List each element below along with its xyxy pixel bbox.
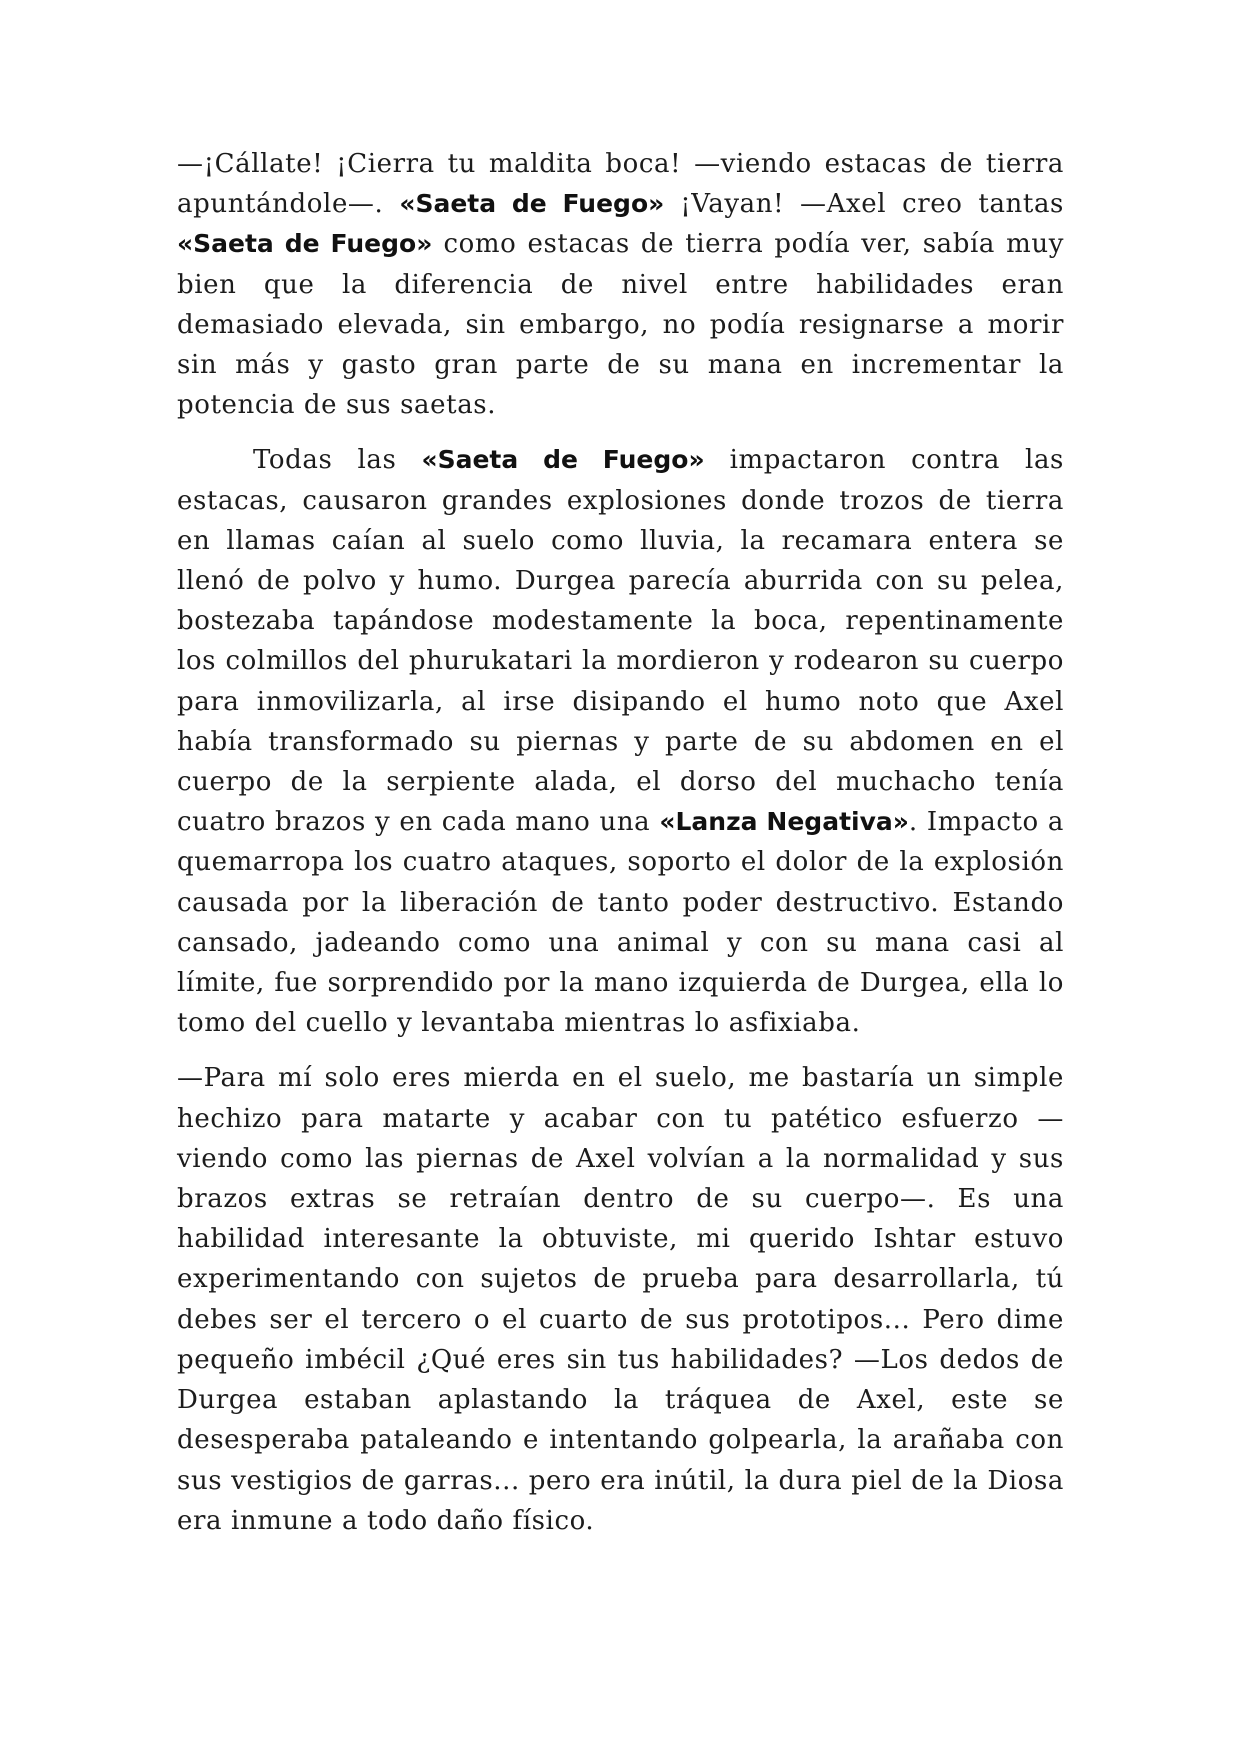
paragraph-2: [177, 440, 1064, 1043]
text-run: —Para mí solo eres mierda en el suelo, me bastaría un simple hechizo para matarte y acabar con tu patético esfuerzo —viendo como las piernas de Axel volvían a la normalidad y sus brazos extras se retraían dentro de su cuerpo—. Es una habilidad interesante la obtuviste, mi querido Ishtar estuvo experimentando con sujetos de prueba para desarrollarla, tú debes ser el tercero o el cuarto de sus prototipos... Pero dime pequeño imbécil ¿Qué eres sin tus habilidades? —Los dedos de Durgea estaban aplastando la tráquea de Axel, este se desesperaba pataleando e intentando golpearla, la arañaba con sus vestigios de garras... pero era inútil, la dura piel de la Diosa era inmune a todo daño físico.: [177, 1063, 1064, 1536]
skill-name-saeta-de-fuego: «Saeta de Fuego»: [421, 445, 705, 475]
paragraph-3: [177, 1058, 1064, 1540]
skill-name-lanza-negativa: «Lanza Negativa»: [659, 807, 909, 837]
skill-name-saeta-de-fuego: «Saeta de Fuego»: [177, 229, 433, 259]
text-run: Todas las: [253, 445, 422, 476]
skill-name-saeta-de-fuego: «Saeta de Fuego»: [399, 189, 665, 219]
document-page: [177, 144, 1064, 1541]
text-run: ¡Vayan! —Axel creo tantas: [664, 189, 1064, 220]
text-run: —¡Cállate! ¡Cierra tu maldita boca! —viendo estacas de tierra apuntándole—.: [177, 149, 1064, 220]
paragraph-1: [177, 144, 1064, 425]
text-run: impactaron contra las estacas, causaron grandes explosiones donde trozos de tierra en llamas caían al suelo como lluvia, la recamara entera se llenó de polvo y humo. Durgea parecía aburrida con su pelea, bostezaba tapándose modestamente la boca, repentinamente los colmillos del phurukatari la mordieron y rodearon su cuerpo para inmovilizarla, al irse disipando el humo noto que Axel había transformado su piernas y parte de su abdomen en el cuerpo de la serpiente alada, el dorso del muchacho tenía cuatro brazos y en cada mano una: [177, 445, 1065, 838]
text-run: . Impacto a quemarropa los cuatro ataques, soporto el dolor de la explosión causada por la liberación de tanto poder destructivo. Estando cansado, jadeando como una animal y con su mana casi al límite, fue sorprendido por la mano izquierda de Durgea, ella lo tomo del cuello y levantaba mientras lo asfixiaba.: [177, 807, 1064, 1039]
text-run: como estacas de tierra podía ver, sabía muy bien que la diferencia de nivel entre habilidades eran demasiado elevada, sin embargo, no podía resignarse a morir sin más y gasto gran parte de su mana en incrementar la potencia de sus saetas.: [177, 229, 1064, 421]
